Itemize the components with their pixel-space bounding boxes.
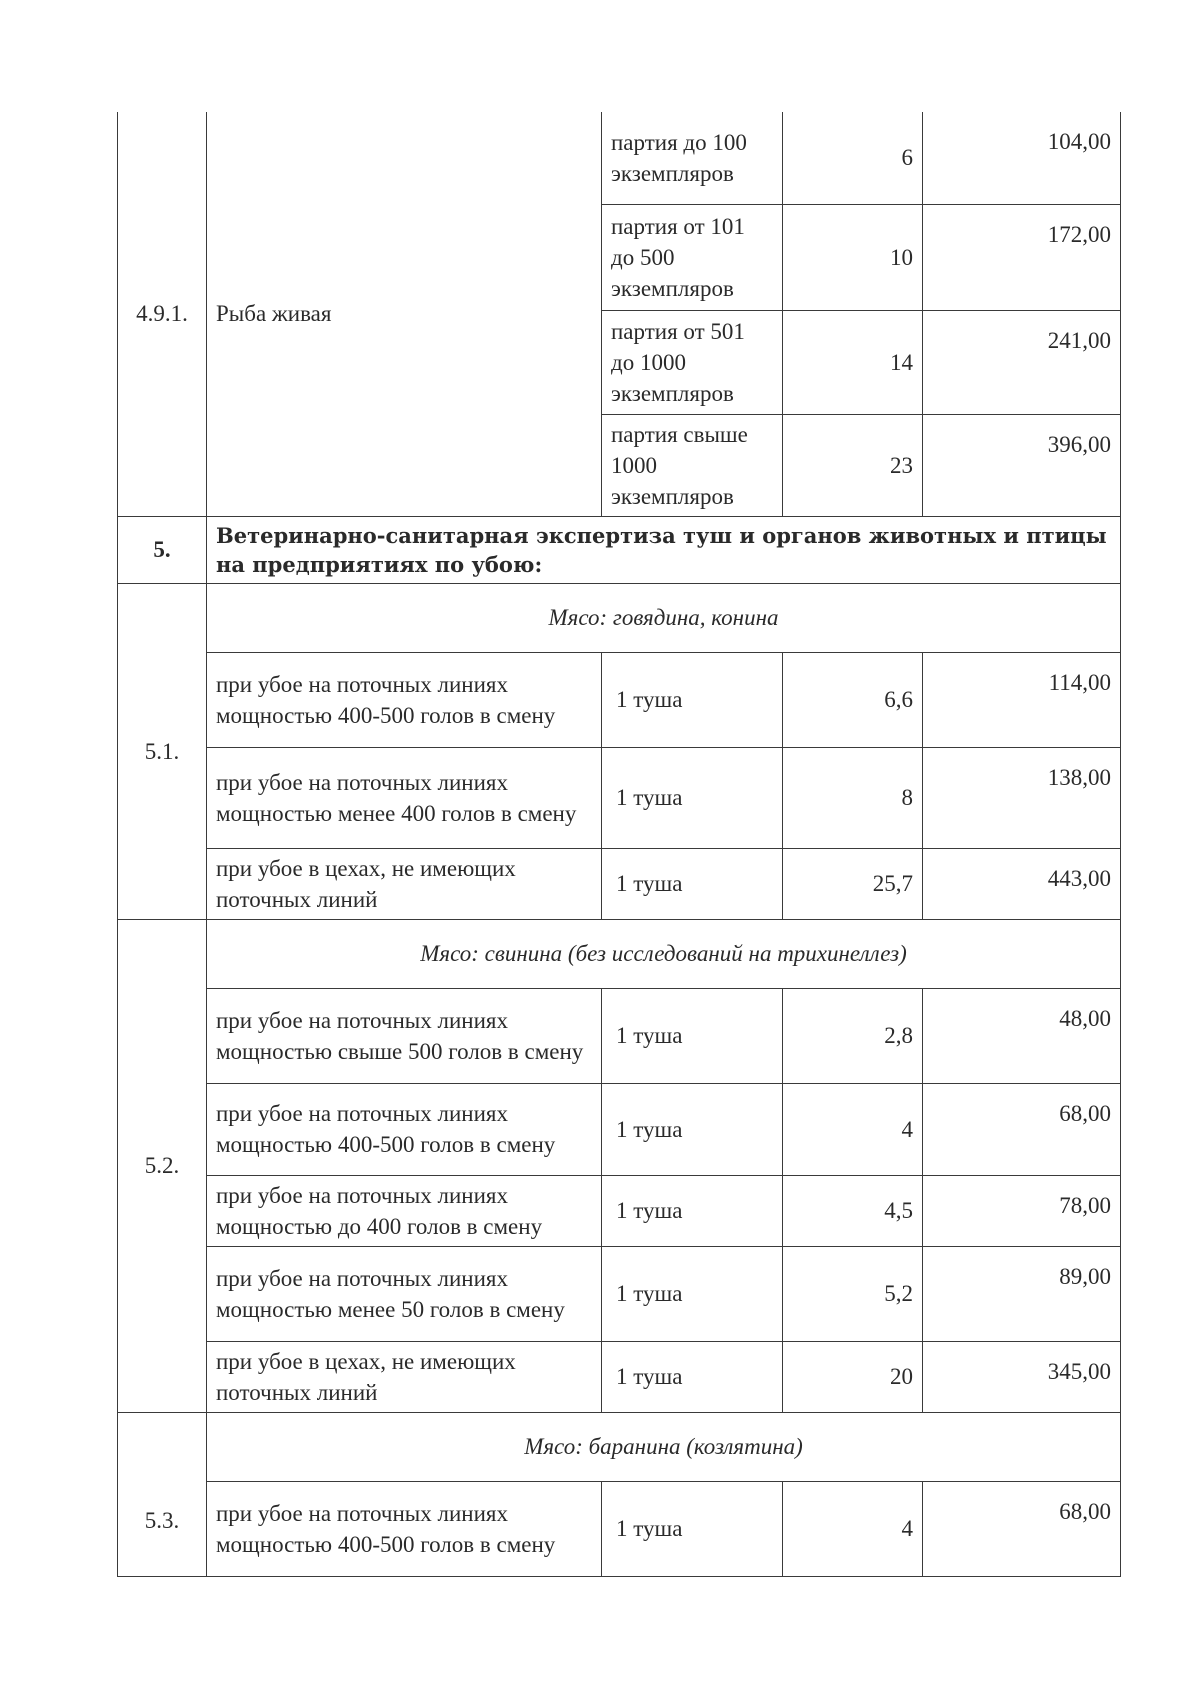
price-cell: 68,00 bbox=[923, 1481, 1121, 1576]
value-cell: 25,7 bbox=[783, 848, 923, 919]
unit-cell: 1 туша bbox=[602, 1246, 783, 1341]
unit-cell: 1 туша bbox=[602, 1341, 783, 1412]
unit-cell: партия до 100 экземпляров bbox=[602, 112, 783, 204]
row-number: 5.1. bbox=[118, 583, 207, 919]
price-cell: 396,00 bbox=[923, 414, 1121, 516]
table-row bbox=[118, 988, 1121, 1083]
description-cell: при убое на поточных линиях мощностью свыше 500 голов в смену bbox=[207, 988, 602, 1083]
tariff-table bbox=[117, 112, 1121, 1577]
table-row bbox=[118, 747, 1121, 848]
table-row bbox=[118, 1481, 1121, 1576]
price-cell: 48,00 bbox=[923, 988, 1121, 1083]
item-name: Рыба живая bbox=[207, 112, 602, 516]
subsection-row bbox=[118, 583, 1121, 652]
value-cell: 6,6 bbox=[783, 652, 923, 747]
description-cell: при убое на поточных линиях мощностью 400-500 голов в смену bbox=[207, 1481, 602, 1576]
row-number: 5.2. bbox=[118, 919, 207, 1412]
unit-cell: 1 туша bbox=[602, 1083, 783, 1175]
section-number: 5. bbox=[118, 516, 207, 583]
price-cell: 138,00 bbox=[923, 747, 1121, 848]
table-row bbox=[118, 1083, 1121, 1175]
table-row bbox=[118, 1246, 1121, 1341]
unit-cell: партия от 101 до 500 экземпляров bbox=[602, 204, 783, 310]
value-cell: 8 bbox=[783, 747, 923, 848]
value-cell: 4 bbox=[783, 1481, 923, 1576]
value-cell: 4,5 bbox=[783, 1175, 923, 1246]
unit-cell: партия от 501 до 1000 экземпляров bbox=[602, 310, 783, 414]
subsection-title: Мясо: свинина (без исследований на трихинеллез) bbox=[207, 919, 1121, 988]
price-cell: 114,00 bbox=[923, 652, 1121, 747]
description-cell: при убое в цехах, не имеющих поточных линий bbox=[207, 1341, 602, 1412]
description-cell: при убое на поточных линиях мощностью 400-500 голов в смену bbox=[207, 652, 602, 747]
unit-cell: 1 туша bbox=[602, 747, 783, 848]
value-cell: 20 bbox=[783, 1341, 923, 1412]
subsection-row bbox=[118, 1412, 1121, 1481]
description-cell: при убое на поточных линиях мощностью менее 400 голов в смену bbox=[207, 747, 602, 848]
row-number: 5.3. bbox=[118, 1412, 207, 1576]
unit-cell: 1 туша bbox=[602, 848, 783, 919]
value-cell: 10 bbox=[783, 204, 923, 310]
unit-cell: партия свыше 1000 экземпляров bbox=[602, 414, 783, 516]
table-row bbox=[118, 1341, 1121, 1412]
value-cell: 2,8 bbox=[783, 988, 923, 1083]
price-cell: 89,00 bbox=[923, 1246, 1121, 1341]
description-cell: при убое на поточных линиях мощностью до 400 голов в смену bbox=[207, 1175, 602, 1246]
value-cell: 4 bbox=[783, 1083, 923, 1175]
price-cell: 68,00 bbox=[923, 1083, 1121, 1175]
price-cell: 104,00 bbox=[923, 112, 1121, 204]
description-cell: при убое на поточных линиях мощностью менее 50 голов в смену bbox=[207, 1246, 602, 1341]
description-cell: при убое в цехах, не имеющих поточных линий bbox=[207, 848, 602, 919]
unit-cell: 1 туша bbox=[602, 1481, 783, 1576]
table-row bbox=[118, 652, 1121, 747]
unit-cell: 1 туша bbox=[602, 988, 783, 1083]
value-cell: 6 bbox=[783, 112, 923, 204]
table-row bbox=[118, 1175, 1121, 1246]
value-cell: 23 bbox=[783, 414, 923, 516]
subsection-row bbox=[118, 919, 1121, 988]
price-cell: 78,00 bbox=[923, 1175, 1121, 1246]
subsection-title: Мясо: баранина (козлятина) bbox=[207, 1412, 1121, 1481]
description-cell: при убое на поточных линиях мощностью 400-500 голов в смену bbox=[207, 1083, 602, 1175]
price-cell: 345,00 bbox=[923, 1341, 1121, 1412]
table-row bbox=[118, 848, 1121, 919]
price-cell: 172,00 bbox=[923, 204, 1121, 310]
section-header-row bbox=[118, 516, 1121, 583]
section-title: Ветеринарно-санитарная экспертиза туш и органов животных и птицы на предприятиях по убою: bbox=[207, 516, 1121, 583]
row-number: 4.9.1. bbox=[118, 112, 207, 516]
value-cell: 5,2 bbox=[783, 1246, 923, 1341]
subsection-title: Мясо: говядина, конина bbox=[207, 583, 1121, 652]
price-cell: 241,00 bbox=[923, 310, 1121, 414]
unit-cell: 1 туша bbox=[602, 1175, 783, 1246]
value-cell: 14 bbox=[783, 310, 923, 414]
unit-cell: 1 туша bbox=[602, 652, 783, 747]
table-row bbox=[118, 112, 1121, 204]
price-cell: 443,00 bbox=[923, 848, 1121, 919]
